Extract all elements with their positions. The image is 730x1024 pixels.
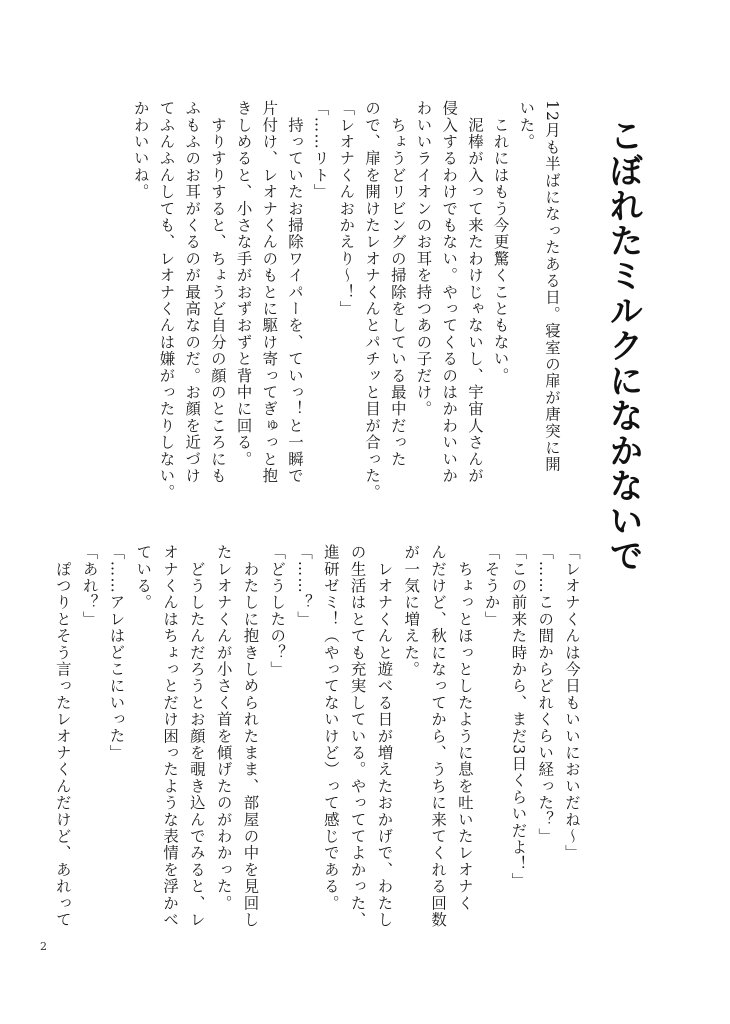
text-line: 泥棒が入って来たわけじゃないし、宇宙人さんが <box>465 100 484 485</box>
text-line: ので、扉を開けたレオナくんとパチッと目が合った。 <box>363 100 382 501</box>
text-line: 「この前来た時から、まだ3日くらいだよ！」 <box>509 544 528 890</box>
text-line: すりすりすると、ちょうど自分の顔のところにも <box>208 100 227 485</box>
text-line: わたしに抱きしめられたまま、部屋の中を見回し <box>241 544 260 929</box>
text-line: ぽつりとそう言ったレオナくんだけど、あれって <box>53 544 72 929</box>
text-line: 12月も半ばになったある日。寝室の扉が唐突に開 <box>543 100 561 473</box>
text-line: ている。 <box>134 544 153 611</box>
text-line: 「……？」 <box>295 544 314 628</box>
text-line: 持っていたお掃除ワイパーを、ていっ！と一瞬で <box>285 100 304 485</box>
text-line: 「……この間からどれくらい経った？」 <box>536 544 555 845</box>
text-line: 「そうか」 <box>482 544 501 628</box>
text-line: どうしたんだろうとお顔を覗き込んでみると、レ <box>187 544 206 929</box>
text-line: かわいいね。 <box>131 100 150 201</box>
text-line: レオナくんと遊べる日が増えたおかげで、わたし <box>375 544 394 929</box>
text-line: の生活はとても充実している。やっててよかった、 <box>348 544 367 929</box>
text-line: これにはもう今更驚くこともない。 <box>491 100 510 384</box>
text-line: オナくんはちょっとだけ困ったような表情を浮かべ <box>161 544 180 929</box>
text-line: が一気に増えた。 <box>402 544 421 678</box>
page-number: 2 <box>40 940 47 953</box>
text-line: 進研ゼミ！（やってないけど）って感じである。 <box>321 544 340 912</box>
text-line: いた。 <box>517 100 536 151</box>
text-line: 片付け、レオナくんのもとに駆け寄ってぎゅっと抱 <box>260 100 279 485</box>
text-line: 「どうしたの？」 <box>268 544 287 678</box>
text-line: ちょうどリビングの掃除をしている最中だった <box>388 100 407 468</box>
text-line: ちょっとほっとしたように息を吐いたレオナく <box>455 544 474 912</box>
text-line: 「あれ？」 <box>80 544 99 628</box>
text-line: 「……リト」 <box>311 100 330 201</box>
text-line: 「レオナくんは今日もいいにおいだね〜」 <box>563 544 581 862</box>
text-line: きしめると、小さな手がおずおずと背中に回る。 <box>234 100 253 468</box>
text-line: 侵入するわけでもない。やってくるのはかわいいか <box>440 100 459 485</box>
text-line: んだけど、秋になってから、うちに来てくれる回数 <box>429 544 448 929</box>
text-line: たレオナくんが小さく首を傾げたのがわかった。 <box>214 544 233 912</box>
text-line: てふんふんしても、レオナくんは嫌がったりしない。 <box>157 100 176 501</box>
story-title: こぼれたミルクになかないで <box>603 118 643 573</box>
text-line: 「……アレはどこにいった」 <box>107 544 126 762</box>
upper-text-block <box>131 100 564 501</box>
text-line: 「レオナくんおかえり〜！」 <box>337 100 356 318</box>
text-line: ふもふのお耳がくるのが最高なのだ。お顔を近づけ <box>183 100 202 485</box>
lower-text-block <box>53 544 585 929</box>
text-line: わいいライオンのお耳を持つあの子だけ。 <box>414 100 433 418</box>
